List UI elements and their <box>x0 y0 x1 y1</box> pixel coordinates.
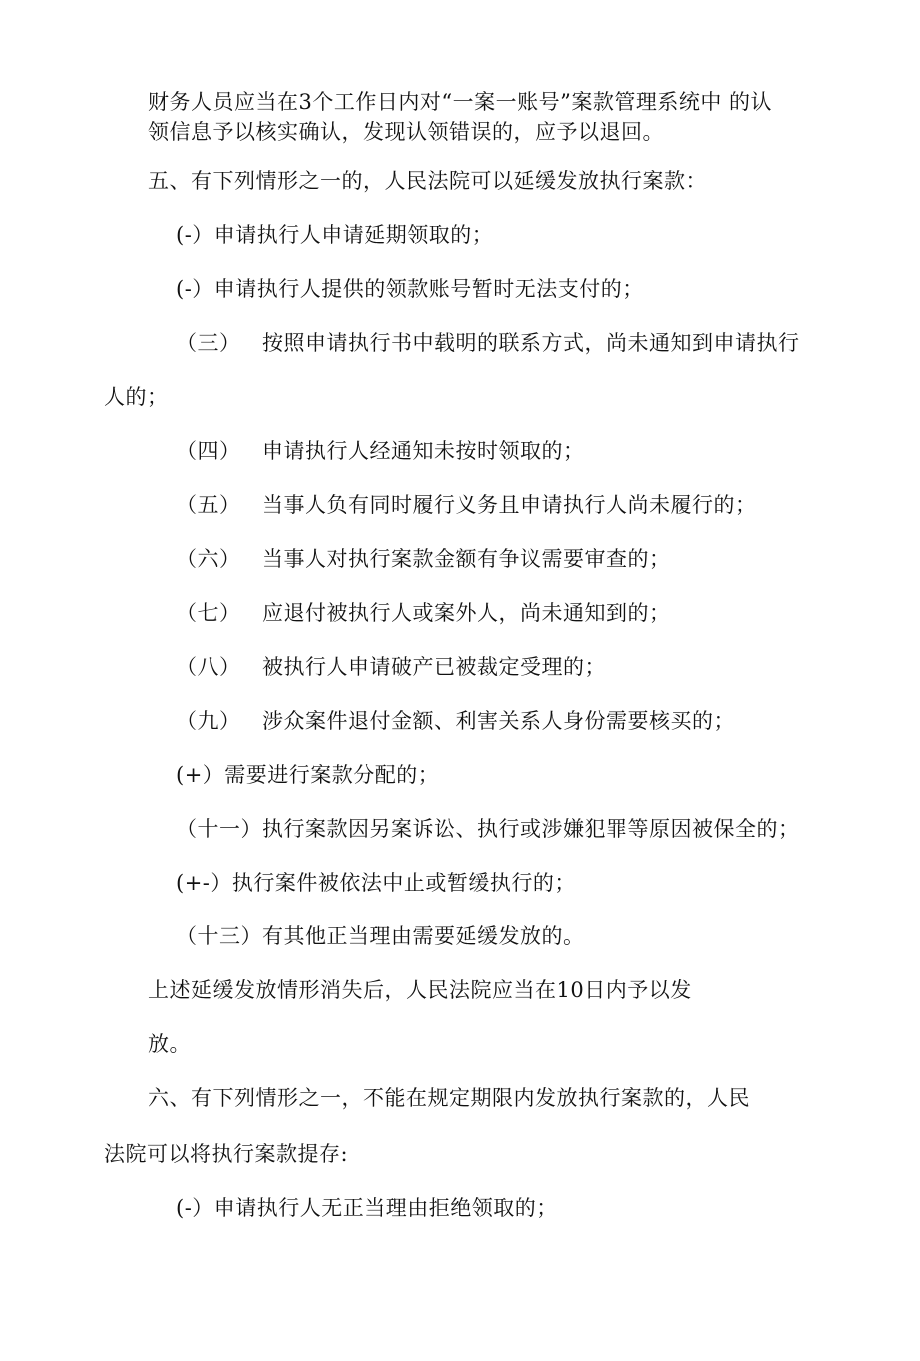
list-item <box>176 599 671 627</box>
list-item-text: 涉众案件退付金额、利害关系人身份需要核买的； <box>262 709 735 733</box>
list-item: （十三）有其他正当理由需要延缓发放的。 <box>176 924 585 948</box>
list-item-number: （七） <box>176 601 241 625</box>
list-item-number: （八） <box>176 655 241 679</box>
list-item-text: 被执行人申请破产已被裁定受理的； <box>262 655 606 679</box>
list-item-number: （九） <box>176 709 241 733</box>
paragraph-line: 领信息予以核实确认，发现认领错误的，应予以退回。 <box>148 120 664 144</box>
list-item-number: （三） <box>176 331 241 355</box>
list-item: (-）申请执行人无正当理由拒绝领取的； <box>176 1196 558 1220</box>
list-item: (-）申请执行人申请延期领取的； <box>176 223 494 247</box>
list-item: (+）需要进行案款分配的； <box>176 763 440 787</box>
list-item-continuation: 人的； <box>104 385 169 409</box>
list-item-number: （六） <box>176 547 241 571</box>
section-heading: 五、有下列情形之一的，人民法院可以延缓发放执行案款： <box>148 169 707 193</box>
list-item-number: （五） <box>176 493 241 517</box>
list-item: (+-）执行案件被依法中止或暂缓执行的； <box>176 871 576 895</box>
list-item-text: 当事人对执行案款金额有争议需要审查的； <box>262 547 671 571</box>
list-item <box>176 437 585 465</box>
list-item <box>176 329 800 357</box>
paragraph-line: 上述延缓发放情形消失后，人民法院应当在10日内予以发 <box>148 978 692 1002</box>
paragraph-line: 放。 <box>148 1032 191 1056</box>
list-item-text: 申请执行人经通知未按时领取的； <box>262 439 585 463</box>
list-item-text: 应退付被执行人或案外人，尚未通知到的； <box>262 601 671 625</box>
list-item-number: （四） <box>176 439 241 463</box>
list-item: (-）申请执行人提供的领款账号暂时无法支付的； <box>176 277 644 301</box>
list-item <box>176 653 606 681</box>
list-item-text: 按照申请执行书中载明的联系方式，尚未通知到申请执行 <box>262 331 800 355</box>
section-heading-continuation: 法院可以将执行案款提存: <box>104 1142 349 1166</box>
list-item <box>176 707 735 735</box>
section-heading: 六、有下列情形之一，不能在规定期限内发放执行案款的，人民 <box>148 1086 750 1110</box>
list-item: （十一）执行案款因另案诉讼、执行或涉嫌犯罪等原因被保全的； <box>176 817 800 841</box>
list-item <box>176 545 671 573</box>
list-item <box>176 491 757 519</box>
list-item-text: 当事人负有同时履行义务且申请执行人尚未履行的； <box>262 493 757 517</box>
paragraph-line: 财务人员应当在3个工作日内对“一案一账号”案款管理系统中 的认 <box>148 90 773 114</box>
